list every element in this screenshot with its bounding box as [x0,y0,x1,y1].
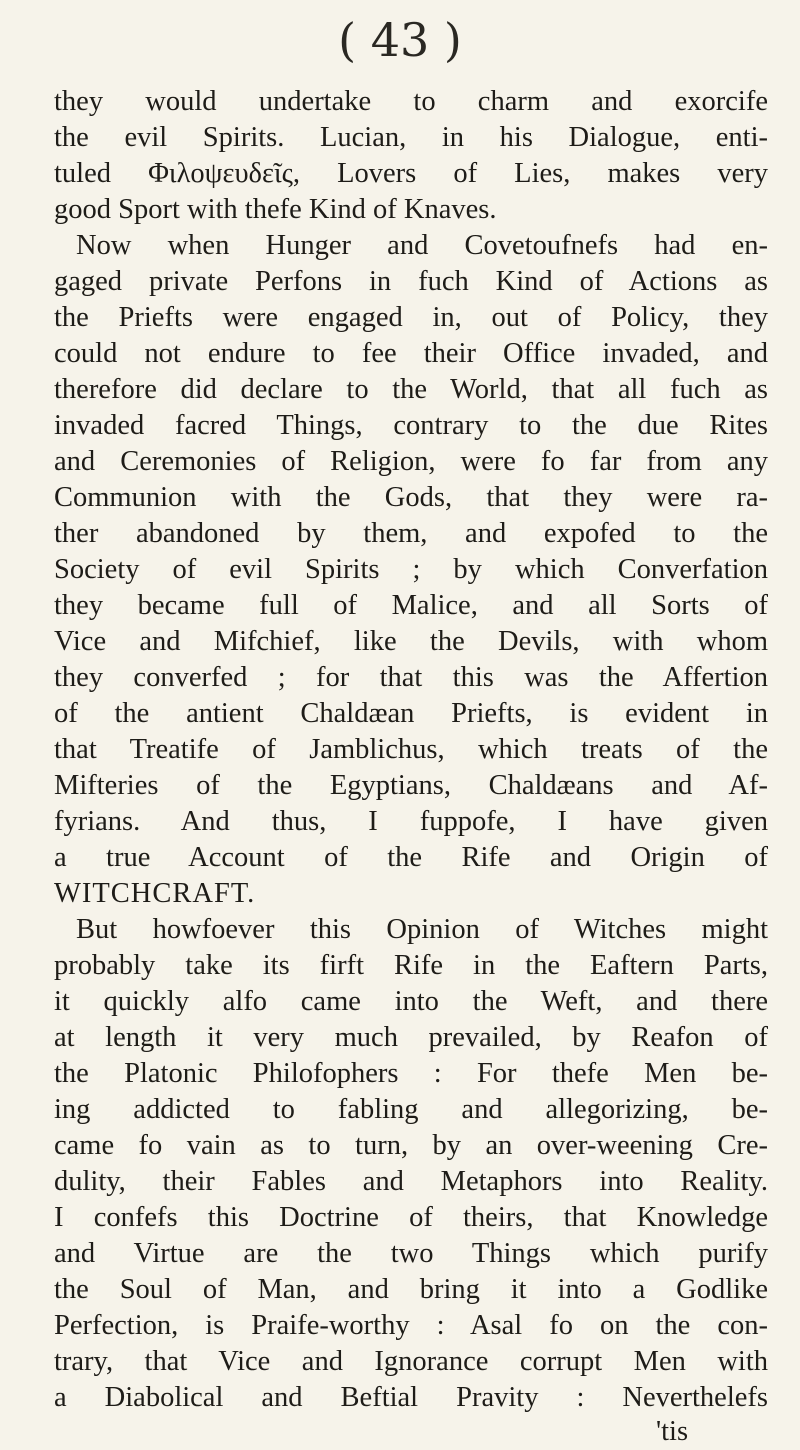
text-line: a Diabolical and Beftial Pravity : Neverthelefs [54,1382,768,1413]
text-line: dulity, their Fables and Metaphors into Reality. [54,1166,768,1197]
text-line: that Treatife of Jamblichus, which treats of the [54,734,768,765]
text-line: and Virtue are the two Things which purify [54,1238,768,1269]
text-line: I confefs this Doctrine of theirs, that Knowledge [54,1202,768,1233]
text-line: good Sport with thefe Kind of Knaves. [54,194,497,225]
text-line: probably take its firft Rife in the Eaftern Parts, [54,950,768,981]
text-line: trary, that Vice and Ignorance corrupt Men with [54,1346,768,1377]
text-line: the Priefts were engaged in, out of Policy, they [54,302,768,333]
text-line: could not endure to fee their Office invaded, and [54,338,768,369]
text-line: they would undertake to charm and exorcife [54,86,768,117]
text-line: fyrians. And thus, I fuppofe, I have given [54,806,768,837]
text-line: it quickly alfo came into the Weft, and there [54,986,768,1017]
text-line: Vice and Mifchief, like the Devils, with whom [54,626,768,657]
text-line: But howfoever this Opinion of Witches might [76,914,768,945]
text-line: ther abandoned by them, and expofed to the [54,518,768,549]
text-line: Perfection, is Praife-worthy : Asal fo on the con- [54,1310,768,1341]
text-line: Now when Hunger and Covetoufnefs had en- [76,230,768,261]
catchword: 'tis [656,1416,689,1447]
text-line: WITCHCRAFT. [54,878,256,909]
text-line: gaged private Perfons in fuch Kind of Actions as [54,266,768,297]
text-line: Society of evil Spirits ; by which Converfation [54,554,768,585]
text-line: the Soul of Man, and bring it into a Godlike [54,1274,768,1305]
text-line: of the antient Chaldæan Priefts, is evident in [54,698,768,729]
text-line: came fo vain as to turn, by an over-weening Cre- [54,1130,768,1161]
text-line: at length it very much prevailed, by Reafon of [54,1022,768,1053]
text-line: they became full of Malice, and all Sorts of [54,590,768,621]
page-number: ( 43 ) [338,13,462,67]
text-line: Mifteries of the Egyptians, Chaldæans and Af- [54,770,768,801]
text-line: therefore did declare to the World, that all fuch as [54,374,768,405]
text-line: ing addicted to fabling and allegorizing, be- [54,1094,768,1125]
text-line: they converfed ; for that this was the Affertion [54,662,768,693]
text-line: a true Account of the Rife and Origin of [54,842,768,873]
text-line: the evil Spirits. Lucian, in his Dialogue, enti- [54,122,768,153]
text-line: the Platonic Philofophers : For thefe Men be- [54,1058,768,1089]
text-line: tuled Φιλοψευδεῖς, Lovers of Lies, makes very [54,158,768,189]
text-line: and Ceremonies of Religion, were fo far from any [54,446,768,477]
text-line: invaded facred Things, contrary to the due Rites [54,410,768,441]
text-line: Communion with the Gods, that they were ra- [54,482,768,513]
